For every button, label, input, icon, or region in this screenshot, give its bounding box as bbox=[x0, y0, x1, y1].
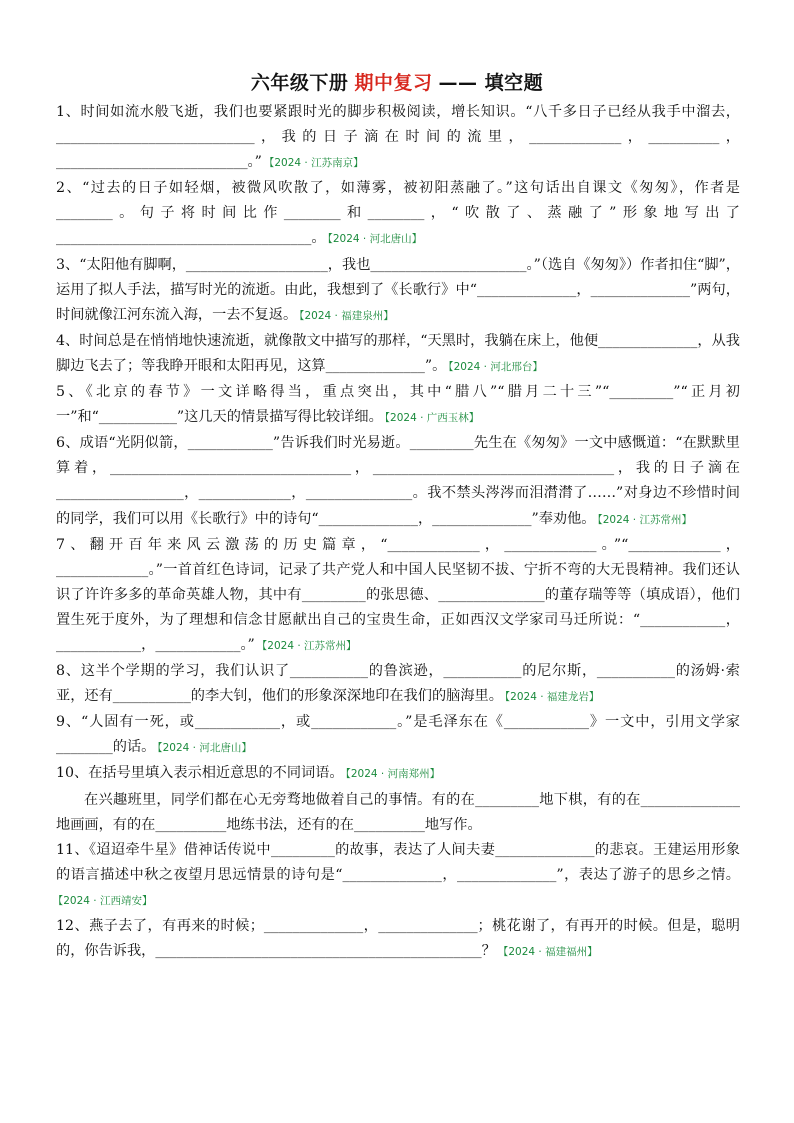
source-tag: 【2024 · 河南郑州】 bbox=[345, 768, 441, 781]
question-11-text: 11、《迢迢牵牛星》借神话传说中_________的故事，表达了人间夫妻______________的悲哀。王建运用形象的语言描述中秋之夜望月思远情景的诗句是“______________，______________”，表达了游子的思乡之情。 bbox=[56, 841, 740, 883]
question-3 bbox=[56, 253, 740, 329]
question-12 bbox=[56, 914, 740, 965]
question-9 bbox=[56, 710, 740, 761]
question-8-text: 8、这半个学期的学习，我们认识了___________的鲁滨逊，___________的尼尔斯，___________的汤姆·索亚，还有___________的李大钊，他们的形象深深地印在我们的脑海里。 bbox=[56, 663, 740, 705]
question-7-text: 7、翻开百年来风云激荡的历史篇章，“_____________，_____________。”“_____________，_____________。”一首首红色诗词，记录了共产党人和中国人民坚韧不拔、宁折不弯的大无畏精神。我们还认识了许许多多的革命英雄人物，其中有_________的张思德、_______________的董存瑞等等（填成语），他们置生死于度外，为了理想和信念甘愿献出自己的宝贵生命，正如西汉文学家司马迁所说：“____________，____________，____________。” bbox=[56, 536, 740, 653]
source-tag: 【2024 · 江苏常州】 bbox=[597, 513, 692, 526]
question-10-text: 10、在括号里填入表示相近意思的不同词语。 bbox=[56, 765, 344, 782]
question-2-text: 2、“过去的日子如轻烟，被微风吹散了，如薄雾，被初阳蒸融了。”这句话出自课文《匆匆》，作者是________。句子将时间比作________和________，“吹散了、蒸融了”形象地写出了____________________________________。 bbox=[56, 180, 740, 247]
source-tag: 【2024 · 江苏南京】 bbox=[263, 157, 364, 170]
question-2 bbox=[56, 176, 740, 252]
question-7 bbox=[56, 533, 740, 659]
question-12-text: 12、燕子去了，有再来的时候；______________，______________；桃花谢了，有再开的时候。但是，聪明的，你告诉我，______________________________________________？ bbox=[56, 918, 740, 960]
question-6-text: 6、成语“光阴似箭，____________”告诉我们时光易逝。_________先生在《匆匆》一文中感慨道：“在默默里算着，__________________________________，__________________________________，我的日子滴在__________________，_____________，_______________。我不禁头涔涔而泪潸潸了……”对身边不珍惜时间的同学，我们可以用《长歌行》中的诗句“______________，______________”奉劝他。 bbox=[56, 435, 740, 527]
source-tag: 【2024 · 福建龙岩】 bbox=[504, 691, 600, 704]
question-9-text: 9、“人固有一死，或____________，或____________。”是毛泽东在《____________》一文中，引用文学家________的话。 bbox=[56, 714, 740, 756]
source-tag: 【2024 · 福建福州】 bbox=[497, 946, 598, 959]
question-list bbox=[56, 100, 740, 965]
question-5 bbox=[56, 380, 740, 431]
question-1 bbox=[56, 100, 740, 176]
question-10 bbox=[56, 761, 740, 787]
source-tag: 【2024 · 江苏常州】 bbox=[256, 639, 357, 652]
question-1-text: 1、时间如流水般飞逝，我们也要紧跟时光的脚步积极阅读，增长知识。“八千多日子已经从我手中溜去，____________________________，我的日子滴在时间的流里，_____________，__________，___________________________。” bbox=[56, 104, 740, 171]
question-10-body: 在兴趣班里，同学们都在心无旁骛地做着自己的事情。有的在_________地下棋，有的在______________地画画，有的在__________地练书法，还有的在__________地写作。 bbox=[56, 791, 740, 833]
source-tag: 【2024 · 福建泉州】 bbox=[299, 309, 394, 322]
question-6 bbox=[56, 431, 740, 532]
source-tag: 【2024 · 河北唐山】 bbox=[157, 742, 252, 755]
source-tag: 【2024 · 江西靖安】 bbox=[58, 894, 153, 907]
question-5-text: 5、《北京的春节》一文详略得当，重点突出，其中“腊八”“腊月二十三”“_________”“正月初一”和“___________”这几天的情景描写得比较详细。 bbox=[56, 384, 740, 426]
title-grade: 六年级下册 bbox=[250, 72, 349, 94]
page-title bbox=[0, 68, 794, 95]
source-tag: 【2024 · 河北唐山】 bbox=[327, 233, 423, 246]
question-4-text: 4、时间总是在悄悄地快速流逝，就像散文中描写的那样，“天黑时，我躺在床上，他便______________，从我脚边飞去了；等我睁开眼和太阳再见，这算______________”。 bbox=[56, 332, 740, 374]
question-11 bbox=[56, 838, 740, 914]
source-tag: 【2024 · 河北邢台】 bbox=[448, 360, 543, 373]
title-midterm: 期中复习 bbox=[354, 72, 433, 94]
source-tag: 【2024 · 广西玉林】 bbox=[384, 412, 480, 425]
question-3-text: 3、“太阳他有脚啊，____________________，我也______________________。”（选自《匆匆》）作者扣住“脚”，运用了拟人手法，描写时光的流逝。由此，我想到了《长歌行》中“______________，______________”两句，时间就像江河东流入海，一去不复返。 bbox=[56, 256, 740, 323]
question-4 bbox=[56, 329, 740, 380]
question-8 bbox=[56, 659, 740, 710]
title-type: —— 填空题 bbox=[438, 72, 544, 94]
